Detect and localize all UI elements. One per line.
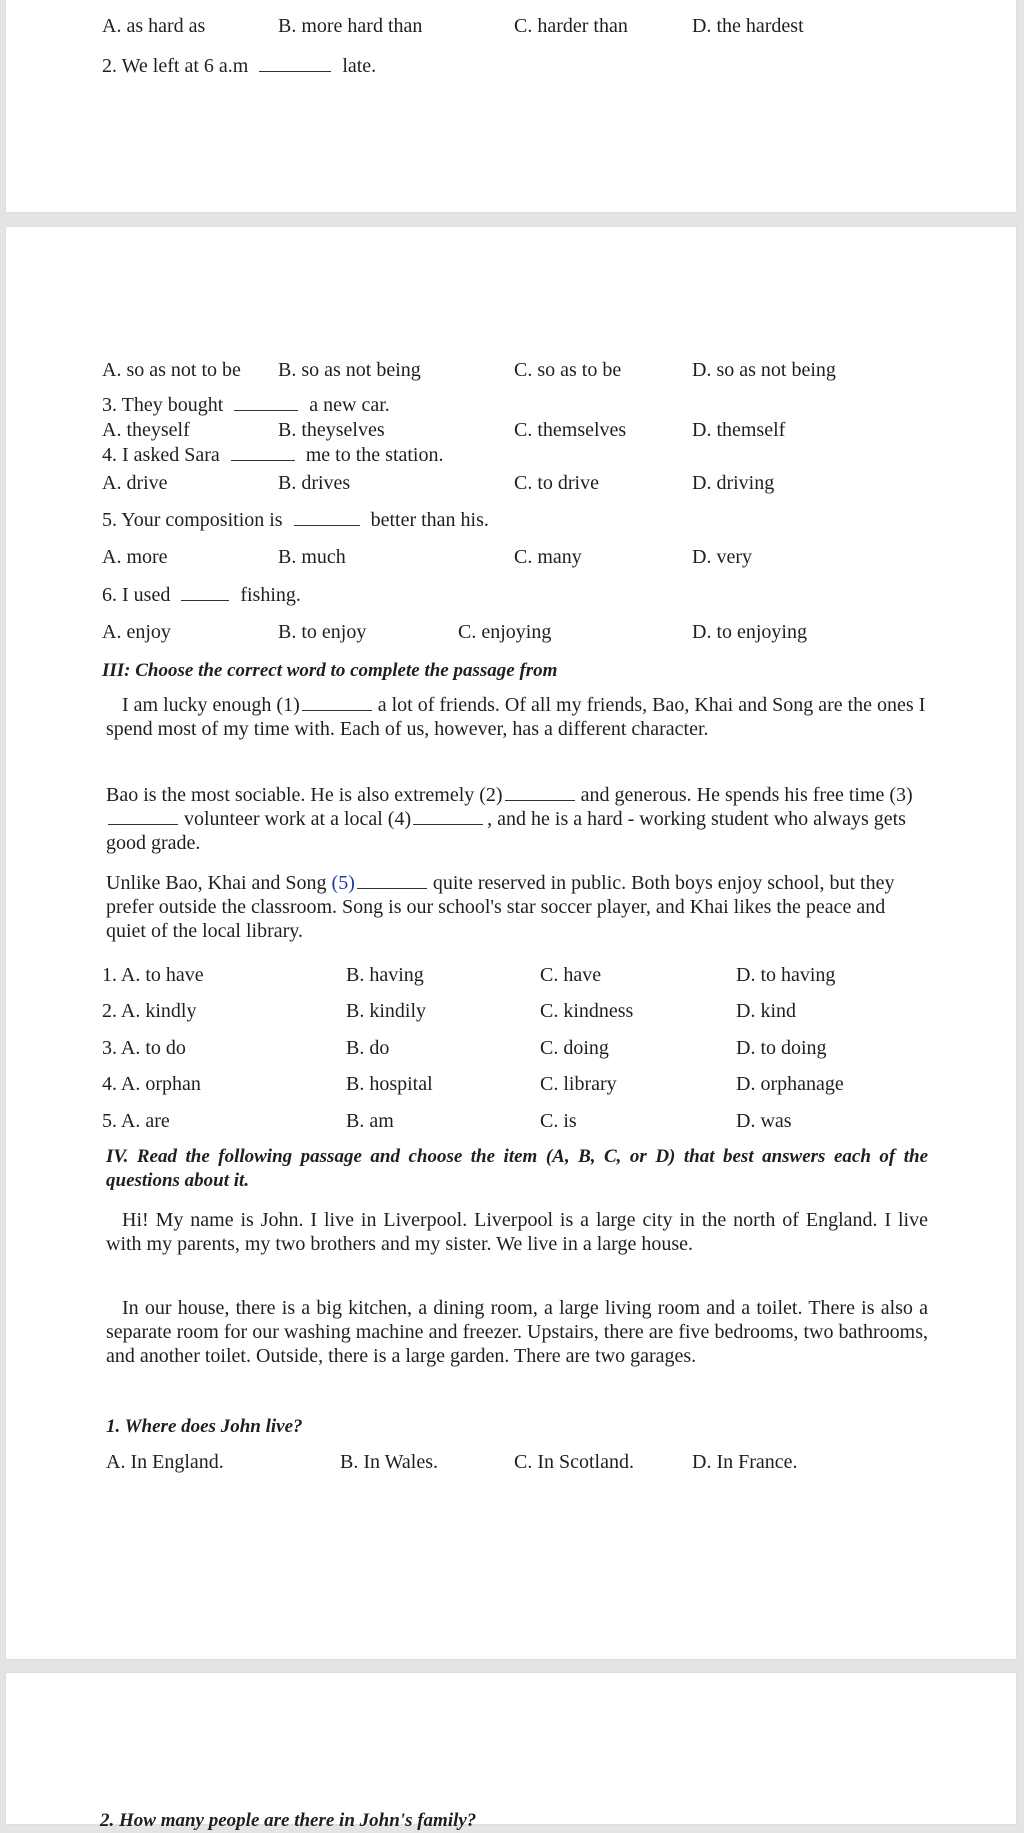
q1-option-b: B. more hard than: [278, 15, 423, 37]
reading-paragraph-1: [106, 1208, 928, 1256]
q2-option-d: D. so as not being: [692, 359, 836, 381]
q4-option-a: A. drive: [102, 472, 168, 494]
answer-blank: [357, 872, 427, 889]
section-3-heading: III: Choose the correct word to complete the passage from: [102, 660, 558, 681]
blank-number-5: (5): [331, 872, 355, 894]
question-6-text-end: fishing.: [240, 584, 301, 606]
q5-option-b: B. much: [278, 546, 346, 568]
passage-text: Unlike Bao, Khai and Song: [106, 872, 327, 894]
q6-option-a: A. enjoy: [102, 621, 171, 643]
question-2: [102, 54, 376, 78]
page-card-bottom: [6, 1673, 1016, 1831]
q5-option-d: D. very: [692, 546, 752, 568]
passage-q4-option-a: 4. A. orphan: [102, 1073, 201, 1095]
passage-text: quite reserved in public. Both boys enjoy school, but they prefer outside the classroom. Song is our school's star soccer player, and Khai likes the peace and quiet of the local library.: [106, 872, 895, 942]
q4-option-c: C. to drive: [514, 472, 599, 494]
passage-text: I am lucky enough (1): [122, 694, 300, 716]
question-5: [102, 508, 489, 532]
reading-paragraph-2: [106, 1296, 928, 1368]
passage-q3-option-a: 3. A. to do: [102, 1037, 186, 1059]
q1-option-c: C. harder than: [514, 15, 628, 37]
q6-option-c: C. enjoying: [458, 621, 552, 643]
question-4: [102, 443, 444, 467]
answer-blank: [231, 444, 295, 461]
question-4-text-end: me to the station.: [305, 444, 444, 466]
q1-option-d: D. the hardest: [692, 15, 804, 37]
question-6: [102, 583, 301, 607]
passage-text: Bao is the most sociable. He is also extremely (2): [106, 784, 503, 806]
passage-q3-option-b: B. do: [346, 1037, 390, 1059]
q5-option-a: A. more: [102, 546, 168, 568]
question-4-text: 4. I asked Sara: [102, 444, 220, 466]
q2-option-b: B. so as not being: [278, 359, 421, 381]
q3-option-c: C. themselves: [514, 419, 627, 441]
passage-text: a lot of friends. Of all my friends, Bao, Khai and Song are the ones I spend most of my time with. Each of us, however, has a different character.: [106, 694, 926, 740]
passage-q5-option-b: B. am: [346, 1110, 394, 1132]
passage-text: In our house, there is a big kitchen, a dining room, a large living room and a toilet. There is also a separate room for our washing machine and freezer. Upstairs, there are five bedrooms, two bathrooms, and another toilet. Outside, there is a large garden. There are two garages.: [106, 1297, 928, 1367]
question-2-text: 2. We left at 6 a.m: [102, 55, 249, 77]
passage-text: and generous. He spends his free time (3): [580, 784, 913, 806]
question-2-text-end: late.: [342, 55, 377, 77]
passage-q2-option-d: D. kind: [736, 1000, 796, 1022]
reading-question-2: 2. How many people are there in John's family?: [100, 1810, 477, 1831]
passage-q2-option-c: C. kindness: [540, 1000, 634, 1022]
question-6-text: 6. I used: [102, 584, 171, 606]
q4-option-d: D. driving: [692, 472, 775, 494]
question-3-text: 3. They bought: [102, 394, 224, 416]
passage-q4-option-d: D. orphanage: [736, 1073, 844, 1095]
page-card-top: [6, 0, 1016, 212]
passage-q2-option-b: B. kindily: [346, 1000, 427, 1022]
answer-blank: [294, 509, 360, 526]
answer-blank: [302, 694, 372, 711]
passage-q5-option-a: 5. A. are: [102, 1110, 170, 1132]
passage-q4-option-b: B. hospital: [346, 1073, 433, 1095]
question-3-text-end: a new car.: [309, 394, 390, 416]
page-card-main: [6, 227, 1016, 1659]
q2-option-c: C. so as to be: [514, 359, 622, 381]
answer-blank: [259, 55, 331, 72]
q2-option-a: A. so as not to be: [102, 359, 241, 381]
passage-text: Hi! My name is John. I live in Liverpool. Liverpool is a large city in the north of England. I live with my parents, my two brothers and my sister. We live in a large house.: [106, 1209, 928, 1255]
answer-blank: [181, 584, 229, 601]
passage-text: , and he is a hard - working student who always gets good grade.: [106, 808, 906, 854]
reading-q1-option-b: B. In Wales.: [340, 1451, 439, 1473]
reading-q1-option-a: A. In England.: [106, 1451, 224, 1473]
answer-blank: [413, 808, 483, 825]
passage-paragraph-2: [106, 783, 928, 855]
passage-q1-option-c: C. have: [540, 964, 602, 986]
reading-q1-option-d: D. In France.: [692, 1451, 798, 1473]
passage-paragraph-3: [106, 871, 928, 943]
passage-q4-option-c: C. library: [540, 1073, 617, 1095]
passage-q1-option-b: B. having: [346, 964, 424, 986]
passage-q3-option-d: D. to doing: [736, 1037, 827, 1059]
question-3: [102, 393, 390, 417]
passage-q3-option-c: C. doing: [540, 1037, 609, 1059]
q1-option-a: A. as hard as: [102, 15, 206, 37]
question-5-text: 5. Your composition is: [102, 509, 283, 531]
q3-option-b: B. theyselves: [278, 419, 385, 441]
reading-q1-option-c: C. In Scotland.: [514, 1451, 634, 1473]
q6-option-b: B. to enjoy: [278, 621, 367, 643]
answer-blank: [234, 394, 298, 411]
q5-option-c: C. many: [514, 546, 582, 568]
question-5-text-end: better than his.: [370, 509, 489, 531]
passage-text: volunteer work at a local (4): [184, 808, 412, 830]
q6-option-d: D. to enjoying: [692, 621, 807, 643]
passage-q1-option-d: D. to having: [736, 964, 836, 986]
answer-blank: [505, 784, 575, 801]
passage-q2-option-a: 2. A. kindly: [102, 1000, 197, 1022]
passage-q1-option-a: 1. A. to have: [102, 964, 204, 986]
q3-option-d: D. themself: [692, 419, 786, 441]
answer-blank: [108, 808, 178, 825]
passage-q5-option-c: C. is: [540, 1110, 577, 1132]
q3-option-a: A. theyself: [102, 419, 190, 441]
reading-question-1: 1. Where does John live?: [106, 1416, 303, 1437]
passage-q5-option-d: D. was: [736, 1110, 792, 1132]
section-4-heading: IV. Read the following passage and choose the item (A, B, C, or D) that best answers each of the questions about it.: [106, 1146, 928, 1191]
q4-option-b: B. drives: [278, 472, 351, 494]
passage-paragraph-1: [106, 693, 928, 741]
